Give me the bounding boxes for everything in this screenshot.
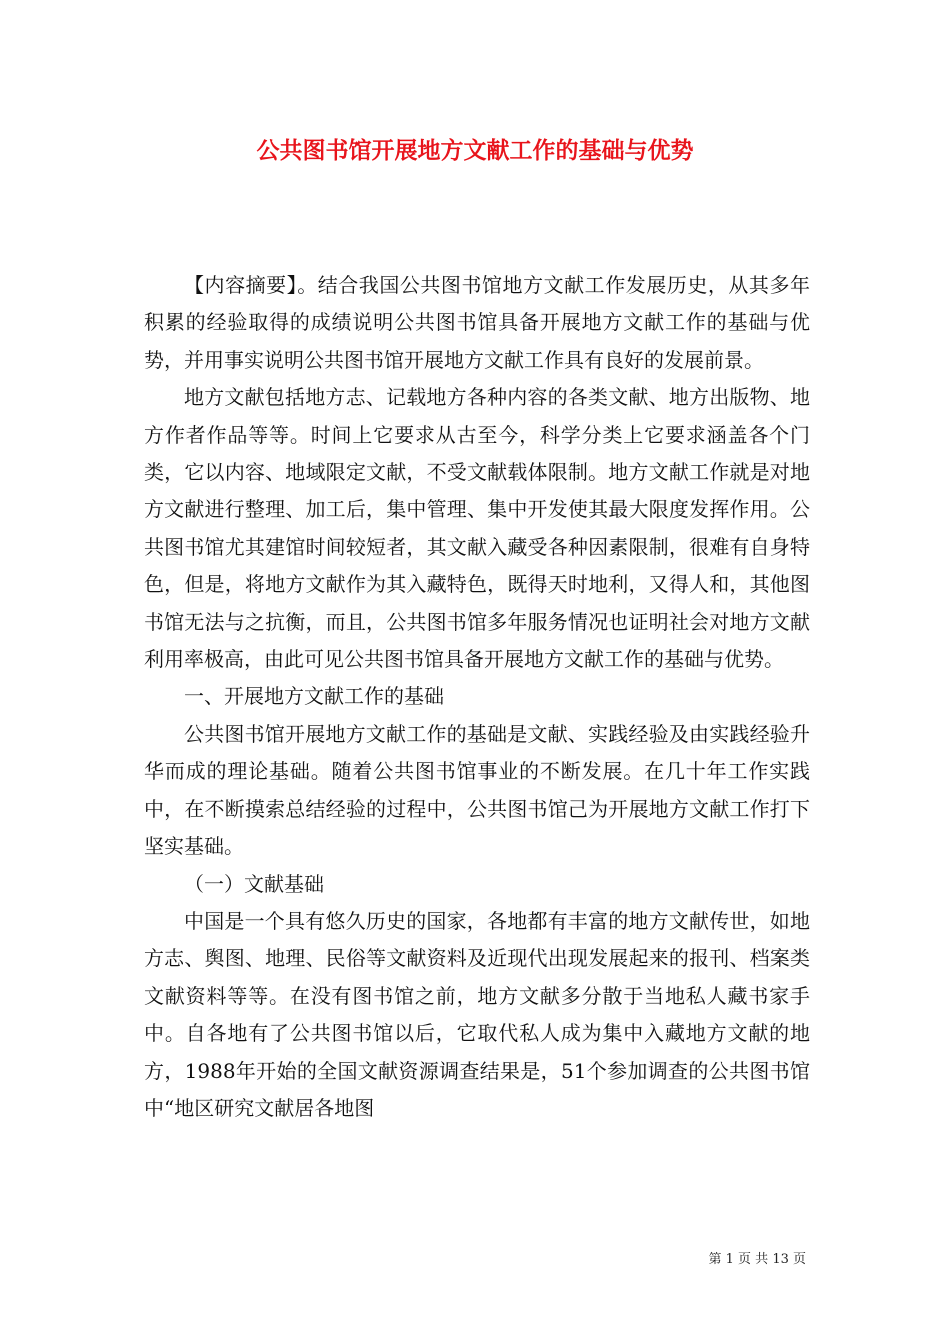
document-title: 公共图书馆开展地方文献工作的基础与优势 [256, 137, 694, 164]
page-number-footer: 第 1 页 共 13 页 [708, 1252, 806, 1267]
body-paragraph: 地方文献包括地方志、记载地方各种内容的各类文献、地方出版物、地方作者作品等等。时间上它要求从古至今，科学分类上它要求涵盖各个门类，它以内容、地域限定文献，不受文献载体限制。地方文献工作就是对地方文献进行整理、加工后，集中管理、集中开发使其最大限度发挥作用。公共图书馆尤其建馆时间较短者，其文献入藏受各种因素限制，很难有自身特色，但是，将地方文献作为其入藏特色，既得天时地利，又得人和，其他图书馆无法与之抗衡，而且，公共图书馆多年服务情况也证明社会对地方文献利用率极高，由此可见公共图书馆具备开展地方文献工作的基础与优势。 [144, 385, 810, 672]
document-body [144, 267, 810, 1127]
body-paragraph: 公共图书馆开展地方文献工作的基础是文献、实践经验及由实践经验升华而成的理论基础。随着公共图书馆事业的不断发展。在几十年工作实践中，在不断摸索总结经验的过程中，公共图书馆己为开展地方文献工作打下坚实基础。 [144, 721, 810, 859]
body-paragraph: 中国是一个具有悠久历史的国家，各地都有丰富的地方文献传世，如地方志、舆图、地理、民俗等文献资料及近现代出现发展起来的报刊、档案类文献资料等等。在没有图书馆之前，地方文献多分散于当地私人藏书家手中。自各地有了公共图书馆以后，它取代私人成为集中入藏地方文献的地方，1988年开始的全国文献资源调查结果是，51个参加调查的公共图书馆中“地区研究文献居各地图 [144, 908, 810, 1120]
abstract-paragraph: 【内容摘要】。结合我国公共图书馆地方文献工作发展历史，从其多年积累的经验取得的成绩说明公共图书馆具备开展地方文献工作的基础与优势，并用事实说明公共图书馆开展地方文献工作具有良好的发展前景。 [144, 273, 810, 372]
section-heading: 一、开展地方文献工作的基础 [184, 684, 444, 709]
subsection-heading: （一）文献基础 [184, 871, 324, 896]
